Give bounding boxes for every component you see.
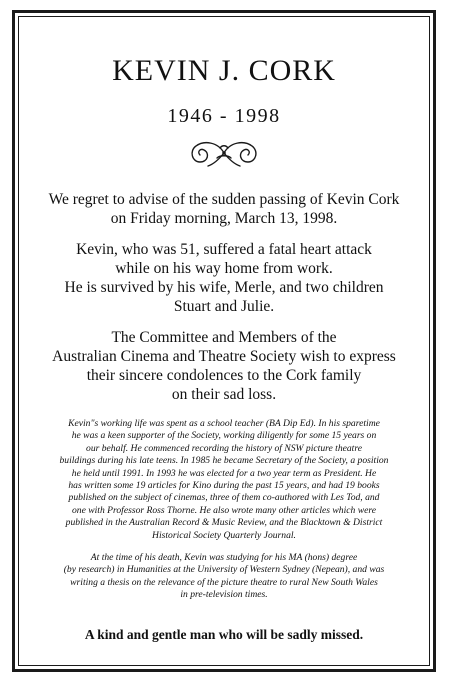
deceased-name: KEVIN J. CORK <box>112 54 336 87</box>
text-line: he was a keen supporter of the Society, working diligently for some 15 years on <box>71 430 377 442</box>
text-line: our behalf. He commenced recording the history of NSW picture theatre <box>86 442 362 454</box>
life-years: 1946 - 1998 <box>167 105 281 127</box>
text-line: We regret to advise of the sudden passing of Kevin Cork <box>48 191 400 208</box>
closing-tribute: A kind and gentle man who will be sadly missed. <box>84 626 364 642</box>
text-line: in pre-television times. <box>180 589 268 601</box>
text-line: on Friday morning, March 13, 1998. <box>110 210 338 227</box>
biography-paragraph <box>30 418 418 542</box>
text-line: Kevin, who was 51, suffered a fatal heart attack <box>76 241 372 258</box>
text-line: buildings during his late teens. In 1985 he became Secretary of the Society, a position <box>59 455 389 467</box>
text-line: has written some 19 articles for Kino during the past 15 years, and had 19 books <box>68 480 380 492</box>
text-line: while on his way home from work. <box>115 260 333 277</box>
text-line: Kevin"s working life was spent as a school teacher (BA Dip Ed). In his sparetime <box>68 418 380 429</box>
text-line: Australian Cinema and Theatre Society wish to express <box>52 348 396 365</box>
text-line: published on the subject of cinemas, three of them co-authored with Les Tod, and <box>68 492 380 504</box>
text-line: published in the Australian Record & Music Review, and the Blacktown & District <box>65 517 383 529</box>
text-line: At the time of his death, Kevin was studying for his MA (hons) degree <box>90 552 358 564</box>
notice-content <box>26 22 422 644</box>
condolences-paragraph <box>26 328 422 404</box>
announcement-paragraph <box>26 190 422 228</box>
flourish-ornament-icon <box>184 136 264 170</box>
text-line: writing a thesis on the relevance of the picture theatre to rural New South Wales <box>70 576 378 588</box>
text-line: Stuart and Julie. <box>173 298 275 315</box>
text-line: on their sad loss. <box>171 386 277 403</box>
circumstances-paragraph <box>26 240 422 316</box>
text-line: Historical Society Quarterly Journal. <box>152 529 296 541</box>
text-line: He is survived by his wife, Merle, and two children <box>64 279 384 296</box>
text-line: (by research) in Humanities at the University of Western Sydney (Nepean), and was <box>63 564 385 576</box>
text-line: The Committee and Members of the <box>111 329 337 346</box>
study-paragraph <box>34 552 414 602</box>
text-line: he held until 1991. In 1993 he was elected for a two year term as President. He <box>71 467 377 479</box>
text-line: one with Professor Ross Thorne. He also wrote many other articles which were <box>71 504 377 516</box>
text-line: their sincere condolences to the Cork family <box>86 367 362 384</box>
